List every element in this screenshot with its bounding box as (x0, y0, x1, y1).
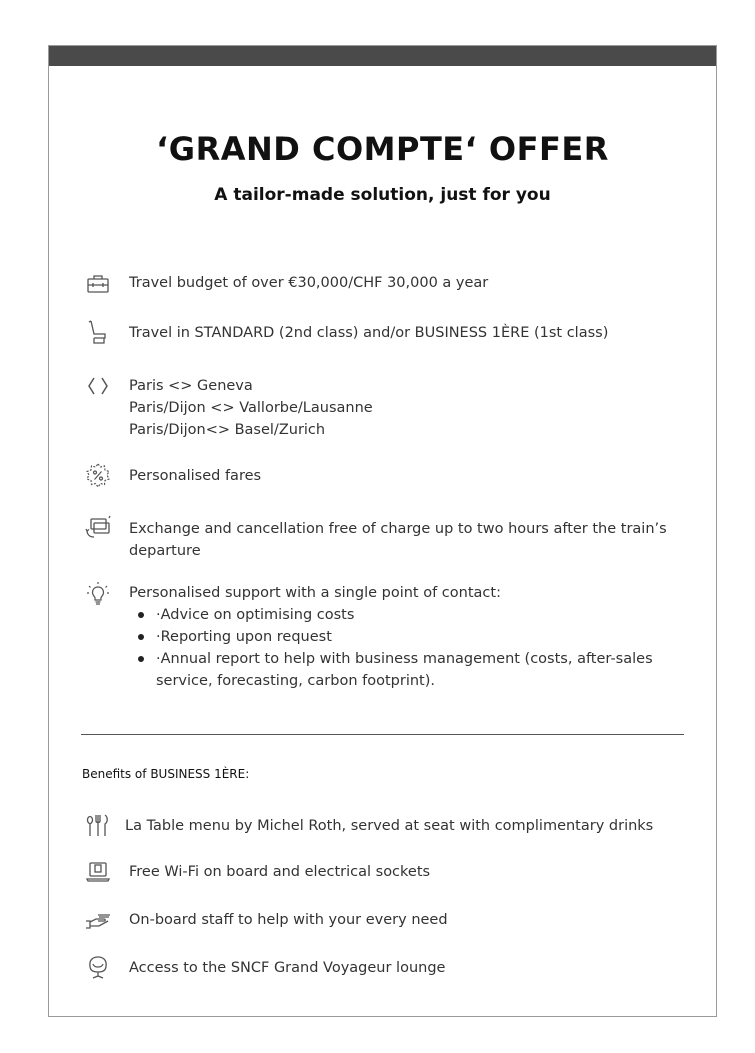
route-line: Paris/Dijon <> Vallorbe/Lausanne (129, 400, 373, 416)
ticket-exchange-icon (84, 514, 112, 542)
benefit-dining (125, 815, 685, 837)
lounge-chair-icon (84, 954, 112, 982)
list-item-text: service, forecasting, carbon footprint). (156, 673, 435, 689)
benefit-staff (129, 909, 689, 931)
service-hand-icon (84, 906, 112, 934)
feature-fares (129, 465, 689, 487)
benefit-wifi (129, 861, 689, 883)
section-divider (81, 734, 684, 735)
route-arrows-icon (84, 372, 112, 400)
benefit-text: On-board staff to help with your every need (129, 912, 448, 928)
header-bar (49, 46, 716, 66)
page-subtitle: A tailor-made solution, just for you (214, 185, 551, 205)
feature-text: Personalised support with a single point of contact: (129, 585, 501, 601)
feature-exchange (129, 518, 689, 562)
feature-text: departure (129, 543, 201, 559)
list-item-text: ·Annual report to help with business management (costs, after-sales (156, 651, 653, 667)
benefit-lounge (129, 957, 689, 979)
feature-class (129, 322, 689, 344)
support-list (129, 604, 689, 692)
route-line: Paris <> Geneva (129, 378, 253, 394)
train-seat-icon (84, 318, 112, 346)
benefit-text: Free Wi-Fi on board and electrical sockets (129, 864, 431, 880)
lightbulb-icon (84, 580, 112, 608)
feature-text: Personalised fares (129, 468, 262, 484)
benefit-text: La Table menu by Michel Roth, served at seat with complimentary drinks (125, 818, 654, 834)
briefcase-icon (84, 270, 112, 298)
feature-routes (129, 375, 689, 441)
cutlery-icon (84, 812, 112, 840)
list-item: ·Advice on optimising costs (129, 604, 689, 626)
route-line: Paris/Dijon<> Basel/Zurich (129, 422, 326, 438)
list-item: ·Reporting upon request (129, 626, 689, 648)
laptop-wifi-icon (84, 858, 112, 886)
benefits-heading: Benefits of BUSINESS 1ÈRE: (82, 767, 250, 781)
offer-card (48, 45, 717, 1017)
page-title: ‘GRAND COMPTE‘ OFFER (156, 130, 609, 168)
benefit-text: Access to the SNCF Grand Voyageur lounge (129, 960, 446, 976)
feature-text: Travel budget of over €30,000/CHF 30,000 a year (129, 275, 489, 291)
discount-badge-icon (84, 462, 112, 490)
feature-budget (129, 272, 689, 294)
feature-text: Travel in STANDARD (2nd class) and/or BUSINESS 1ÈRE (1st class) (129, 325, 609, 341)
feature-support (129, 582, 689, 692)
feature-text: Exchange and cancellation free of charge up to two hours after the train’s (129, 521, 667, 537)
list-item (129, 648, 689, 692)
